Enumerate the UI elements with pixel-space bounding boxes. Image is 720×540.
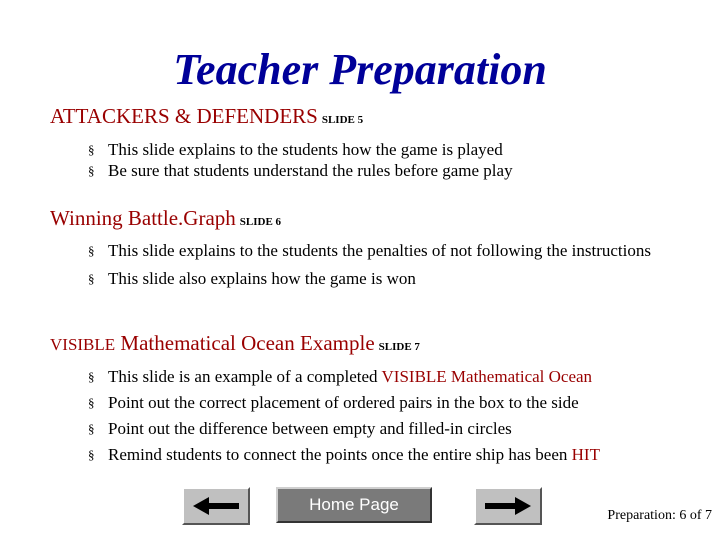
list-item: § This slide also explains how the game is won [88,268,668,289]
left-arrow-icon [193,496,239,516]
slide-ref: SLIDE 5 [321,114,364,126]
list-item [108,366,600,387]
slide-counter: Preparation: 6 of 7 [607,508,712,523]
slide-ref: SLIDE 7 [378,341,420,353]
bullet-highlight: HIT [571,445,600,464]
slide-ref: SLIDE 6 [239,216,282,228]
back-button[interactable] [182,487,250,525]
heading-text: Mathematical Ocean Example [120,331,375,355]
right-arrow-icon [485,496,531,516]
section-heading [50,205,668,235]
section-winning-battlegraph [50,205,668,289]
bullet-list [50,366,600,465]
page-title: Teacher Preparation [173,45,547,94]
bullet-text: This slide is an example of a completed [108,367,378,386]
bullet-text: Remind students to connect the points once the entire ship has been [108,445,568,464]
list-item: § Point out the correct placement of ordered pairs in the box to the side [108,392,600,413]
section-visible-ocean [50,330,600,465]
list-item: § Point out the difference between empty and filled-in circles [108,418,600,439]
list-item: § This slide explains to the students how the game is played [88,139,513,160]
home-page-button[interactable]: Home Page [276,487,432,523]
section-attackers-defenders [50,103,513,181]
heading-text: Winning Battle.Graph [50,206,236,230]
bullet-list [50,139,513,181]
section-heading [50,330,600,360]
forward-button[interactable] [474,487,542,525]
section-heading [50,103,513,133]
heading-text: ATTACKERS & DEFENDERS [50,104,318,128]
heading-prefix: VISIBLE [50,335,116,354]
list-item: § Be sure that students understand the rules before game play [88,160,513,181]
list-item: § This slide explains to the students the penalties of not following the instructions [88,240,668,261]
bullet-list [50,240,668,289]
bullet-highlight: VISIBLE Mathematical Ocean [381,367,593,386]
list-item [108,444,600,465]
